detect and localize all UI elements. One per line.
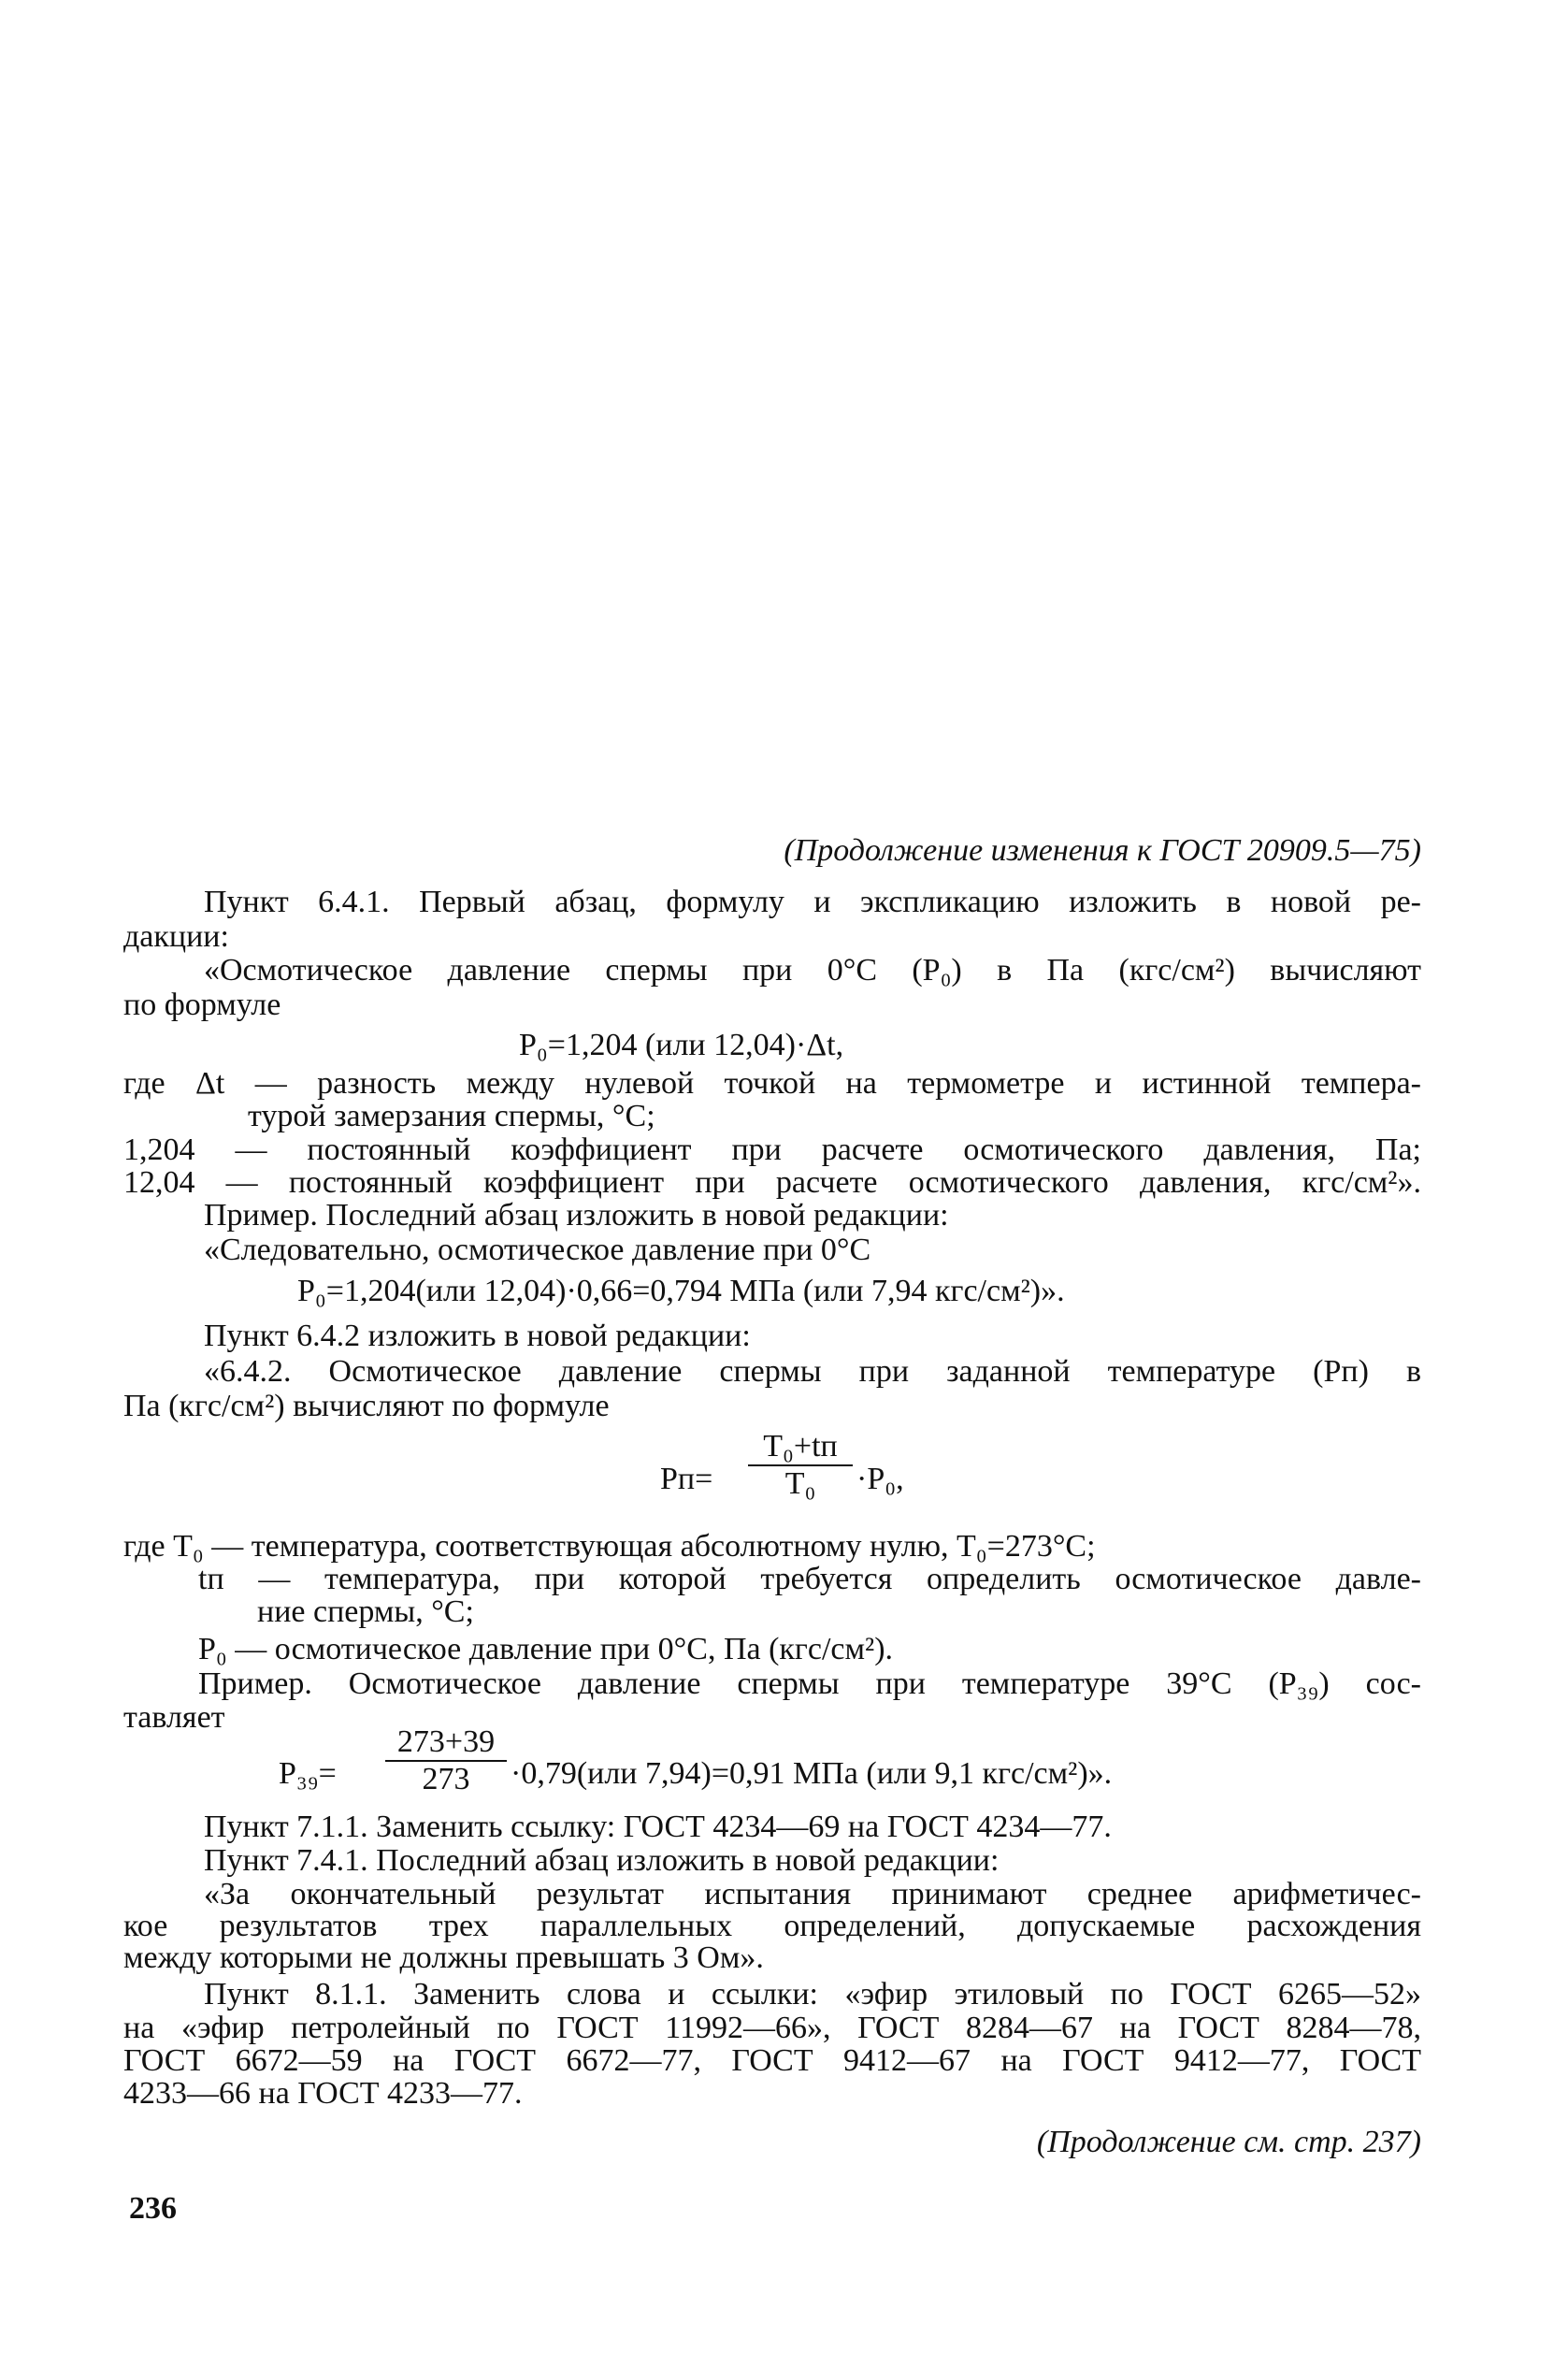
formula-pn-lhs: Pп= (660, 1462, 713, 1496)
text-line: 12,04 — постоянный коэффициент при расчете осмотического давления, кгс/см²». (123, 1165, 1421, 1200)
text-line: ГОСТ 6672—59 на ГОСТ 6672—77, ГОСТ 9412—67 на ГОСТ 9412—77, ГОСТ (123, 2043, 1421, 2078)
formula-p39-numerator: 273+39 (396, 1724, 496, 1759)
text-line: ние спермы, °С; (257, 1594, 474, 1629)
text-line: на «эфир петролейный по ГОСТ 11992—66», ГОСТ 8284—67 на ГОСТ 8284—78, (123, 2011, 1421, 2045)
formula-p39-lhs: P₃₉= (279, 1756, 337, 1791)
text-line: турой замерзания спермы, °С; (248, 1099, 655, 1133)
text-line: между которыми не должны превышать 3 Ом». (123, 1940, 764, 1975)
formula-p39-denominator: 273 (422, 1762, 470, 1796)
text-line: по формуле (123, 988, 281, 1022)
text-line: Пункт 6.4.2 изложить в новой редакции: (204, 1319, 751, 1353)
formula-pn-fraction (748, 1431, 853, 1500)
text-line: Па (кгс/см²) вычисляют по формуле (123, 1389, 610, 1423)
text-line: Пункт 7.4.1. Последний абзац изложить в новой редакции: (204, 1843, 1000, 1878)
formula-p39-fraction (385, 1726, 507, 1795)
text-line: Пункт 8.1.1. Заменить слова и ссылки: «эфир этиловый по ГОСТ 6265—52» (204, 1977, 1421, 2012)
text-line: тавляет (123, 1700, 225, 1735)
text-line: дакции: (123, 919, 229, 954)
text-line: Пример. Осмотическое давление спермы при температуре 39°С (P₃₉) сос- (198, 1666, 1421, 1701)
text-line: где Δt — разность между нулевой точкой на термометре и истинной темпера- (123, 1066, 1421, 1101)
text-line: tп — температура, при которой требуется определить осмотическое давле- (198, 1562, 1421, 1596)
text-line: Пример. Последний абзац изложить в новой редакции: (204, 1198, 949, 1233)
formula-pn-denominator: T₀ (784, 1466, 816, 1501)
formula-pn-rhs: ·P₀, (856, 1462, 904, 1496)
text-line: «6.4.2. Осмотическое давление спермы при заданной температуре (Pп) в (204, 1354, 1421, 1389)
text-line: Пункт 7.1.1. Заменить ссылку: ГОСТ 4234—69 на ГОСТ 4234—77. (204, 1810, 1112, 1844)
text-line: «Осмотическое давление спермы при 0°С (P₀) в Па (кгс/см²) вычисляют (204, 953, 1421, 988)
continuation-footer: (Продолжение см. стр. 237) (1036, 2125, 1421, 2159)
text-line: 1,204 — постоянный коэффициент при расчете осмотического давления, Па; (123, 1132, 1421, 1167)
text-line: Пункт 6.4.1. Первый абзац, формулу и экспликацию изложить в новой ре- (204, 885, 1421, 919)
formula-p0-example: P₀=1,204(или 12,04)·0,66=0,794 МПа (или 7,94 кгс/см²)». (297, 1274, 1065, 1308)
text-line: где T₀ — температура, соответствующая абсолютному нулю, T₀=273°С; (123, 1529, 1096, 1564)
text-line: «Следовательно, осмотическое давление при 0°С (204, 1233, 871, 1267)
formula-p0: P₀=1,204 (или 12,04)·Δt, (519, 1028, 844, 1062)
continuation-header: (Продолжение изменения к ГОСТ 20909.5—75) (784, 833, 1421, 868)
formula-p39-rhs: ·0,79(или 7,94)=0,91 МПа (или 9,1 кгс/см²)». (511, 1756, 1113, 1791)
formula-pn-numerator: T₀+tп (763, 1429, 838, 1464)
text-line: 4233—66 на ГОСТ 4233—77. (123, 2076, 523, 2111)
text-line: кое результатов трех параллельных определений, допускаемые расхождения (123, 1909, 1421, 1943)
page-number: 236 (129, 2191, 177, 2226)
text-line: P₀ — осмотическое давление при 0°С, Па (кгс/см²). (198, 1632, 894, 1666)
text-line: «За окончательный результат испытания принимают среднее арифметичес- (204, 1877, 1421, 1911)
